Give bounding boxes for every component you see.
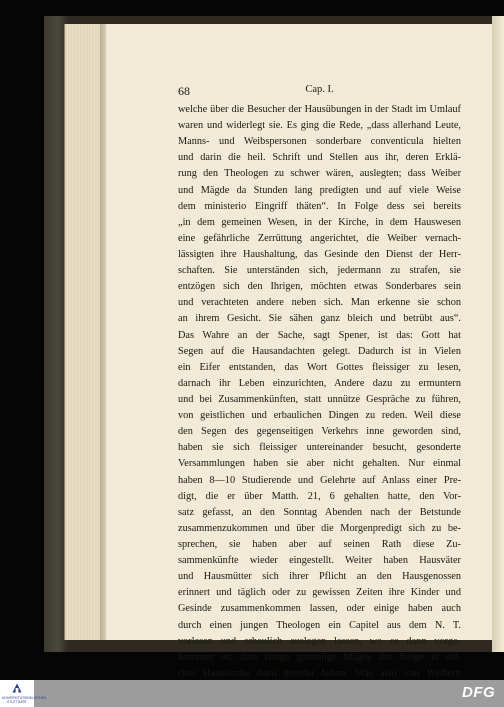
page-number: 68	[178, 84, 190, 98]
text-line: Segen auf die Hausandachten gelegt. Dadurch ist in Vielen	[178, 345, 461, 357]
text-line: schaften. Sie unterständen sich, jedermann zu strafen, sie	[178, 265, 461, 277]
text-line: und bei Zusammenkünften, statt unnütze Gespräche zu führen,	[178, 393, 461, 405]
text-line: dem ministerio Eingriff thäten“. In Folge dess sei bereits	[178, 200, 461, 212]
text-line: und darin die heil. Schrift und Stellen aus ihr, deren Erklä-	[178, 152, 461, 164]
text-line: durch einen jungen Theologen ein Capitel aus dem N. T.	[178, 619, 461, 631]
text-line: Gesinde zusammenkommen lassen, oder einige haben auch	[178, 603, 461, 615]
text-line: darnach ihr Leben einzurichten, Andere dazu zu ermuntern	[178, 377, 461, 389]
text-line: digt, die er über Matth. 21, 6 gehalten hatte, den Vor-	[178, 490, 461, 502]
text-line: sprechen, sie haben aber auf seinen Rath diese Zu-	[178, 538, 461, 550]
text-line: erinnert und täglich oder zu gewissen Zeiten ihre Kinder und	[178, 587, 461, 599]
text-line: Das Wahre an der Sache, sagt Spener, ist das: Gott hat	[178, 329, 461, 341]
text-line: Versammlungen haben sie aber nicht gehalten. Nur einmal	[178, 458, 461, 470]
text-line: vorlesen und erbaulich auslegen lassen, wo es dann vorge-	[178, 635, 461, 647]
text-line: cher Hauskirche dazu geredet haben. Was also von Weibern	[178, 667, 461, 679]
text-line: haben sie sich fleissiger untereinander besucht, gesonderte	[178, 442, 461, 454]
running-header	[178, 84, 461, 100]
text-line: kommen ist, dass einige gottselige Mägde das Ihrige in sol-	[178, 651, 461, 663]
text-line: von geistlichen und erbaulichen Dingen zu reden. Weil diese	[178, 410, 461, 422]
text-line: sammenkünfte wieder eingestellt. Weiter haben Hausväter	[178, 555, 461, 567]
text-line: und Hausmütter sich ihrer Pflicht an den Hausgenossen	[178, 571, 461, 583]
library-logo-text: UNIVERSITÄTSBIBLIOTHEK STUTTGART	[2, 696, 47, 704]
text-line: satz gefasst, an den Sonntag Abenden nach der Betstunde	[178, 506, 461, 518]
text-line: und verachteten andere neben sich. Man erkenne sie schon	[178, 297, 461, 309]
text-line: lässigten ihre Haushaltung, das Gesinde den Dienst der Herr-	[178, 248, 461, 260]
text-line: an ihrem Gesicht. Sie sähen ganz bleich und betrübt aus“.	[178, 313, 461, 325]
page-stack-edges	[64, 24, 105, 640]
text-line: zusammenzukommen und über die Morgenpredigt sich zu be-	[178, 522, 461, 534]
text-line: eine gefährliche Zerrüttung angerichtet, die Weiber vernach-	[178, 232, 461, 244]
text-line: den Segen des gegenseitigen Verkehrs inne geworden sind,	[178, 426, 461, 438]
text-line: und Mägde da Stunden lang predigten und auf viele Weise	[178, 184, 461, 196]
text-line: entzögen sich den Ihrigen, möchten etwas Sonderbares sein	[178, 281, 461, 293]
text-line: welche über die Besucher der Hausübungen in der Stadt im Umlauf	[178, 104, 461, 115]
dfg-logo[interactable]: DFG	[462, 684, 496, 701]
text-line: Manns- und Weibspersonen sonderbare conventicula hielten	[178, 136, 461, 148]
text-line: rung den Theologen zu schwer wären, auslegten; dass Weiber	[178, 168, 461, 180]
body-text	[178, 102, 461, 682]
text-line: waren und widerlegt sie. Es ging die Rede, „dass allerhand Leute,	[178, 120, 461, 132]
text-line: haben 8—10 Studierende und Gelehrte auf Anlass einer Pre-	[178, 474, 461, 486]
text-line: „in dem gemeinen Wesen, in der Kirche, in dem Hauswesen	[178, 216, 461, 228]
library-logo-icon	[12, 683, 22, 693]
facing-page-edge	[492, 16, 504, 652]
chapter-heading: Cap. I.	[305, 84, 334, 95]
text-line: ein Eifer entstanden, das Wort Gottes fleissiger zu lesen,	[178, 361, 461, 373]
viewer-footer-bar	[0, 680, 504, 707]
